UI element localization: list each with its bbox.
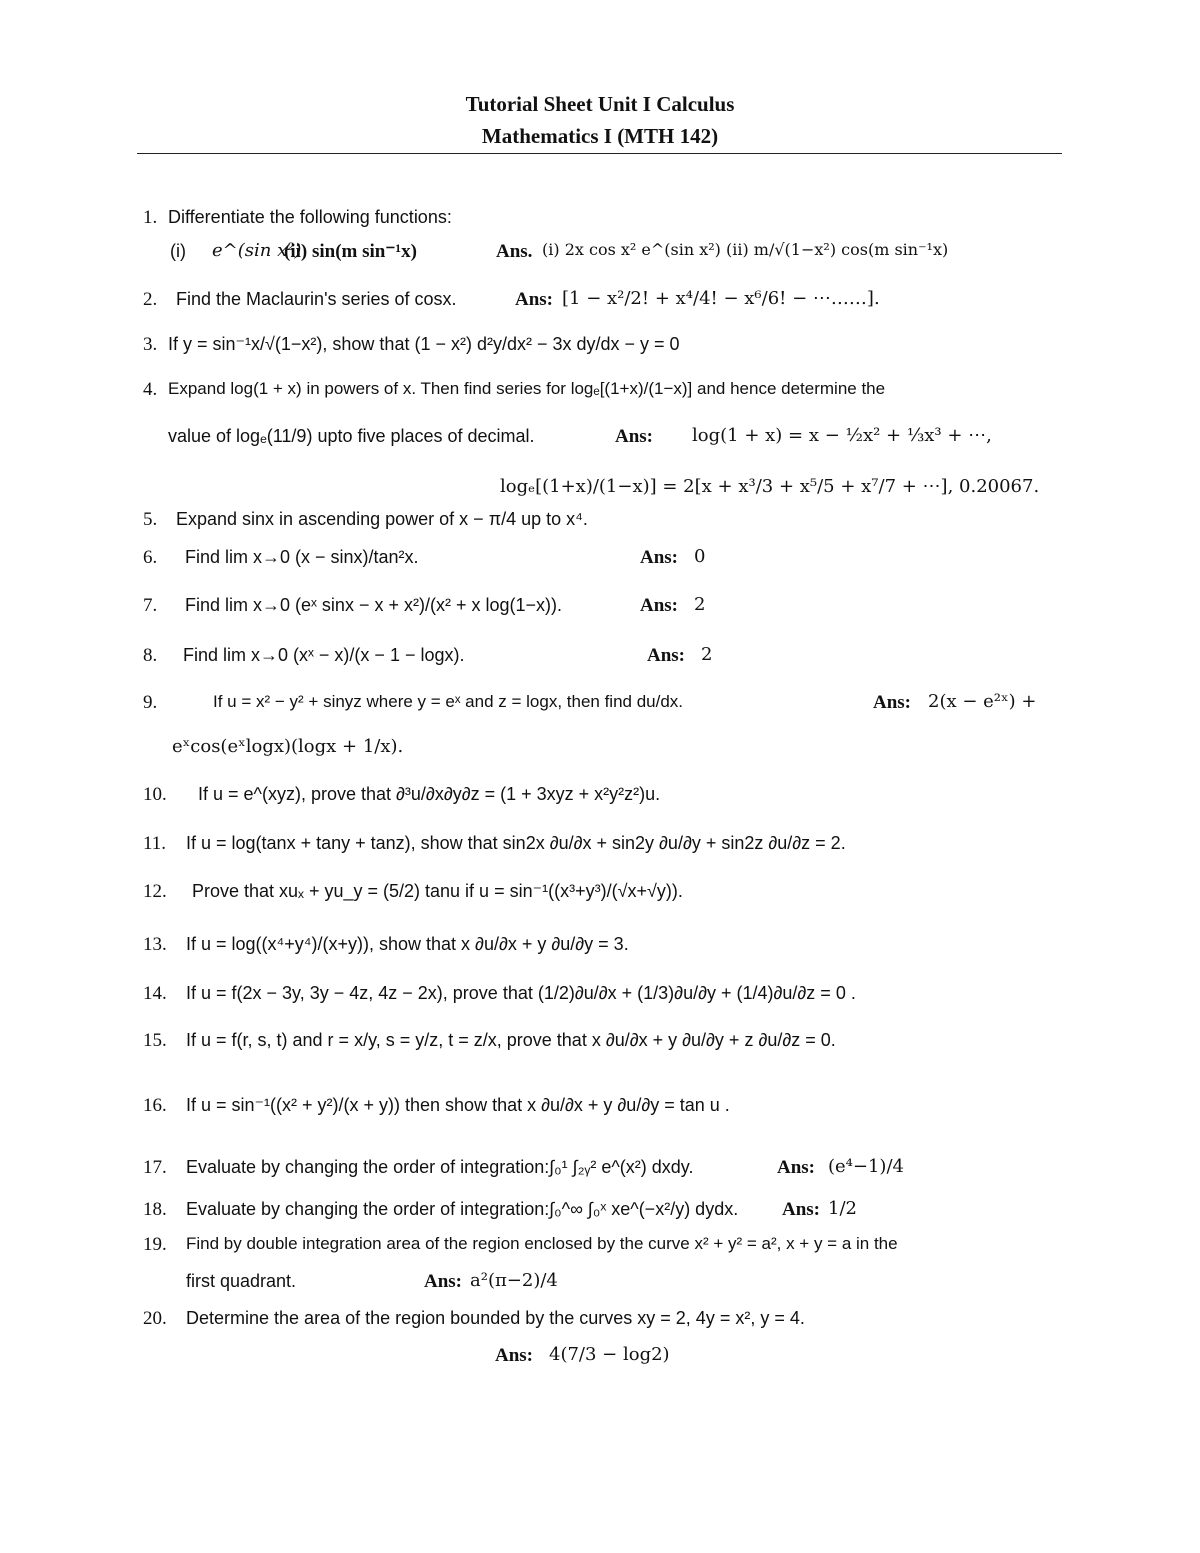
question-number: 20. bbox=[143, 1308, 167, 1329]
question-number: 9. bbox=[143, 692, 158, 713]
answer-value: 0 bbox=[694, 546, 706, 567]
part-ii-expression: (ii) sin(m sin⁻¹x) bbox=[284, 241, 417, 262]
question-text: If u = log((x⁴+y⁴)/(x+y)), show that x ∂u/∂x + y ∂u/∂y = 3. bbox=[186, 934, 629, 954]
page-title: Tutorial Sheet Unit I Calculus bbox=[465, 92, 735, 116]
question-text: Prove that xuₓ + yu_y = (5/2) tanu if u = sin⁻¹((x³+y³)/(√x+√y)). bbox=[192, 881, 683, 901]
question-text: Determine the area of the region bounded by the curves xy = 2, 4y = x², y = 4. bbox=[186, 1308, 805, 1328]
question-number: 19. bbox=[143, 1234, 167, 1255]
question-text: Find lim x→0 (x − sinx)/tan²x. bbox=[185, 547, 419, 567]
answer-label: Ans: bbox=[424, 1271, 463, 1292]
answer-value: 2 bbox=[701, 644, 713, 665]
answer-label: Ans: bbox=[615, 426, 654, 447]
answer-label: Ans: bbox=[782, 1199, 821, 1220]
answer-value: (e⁴−1)/4 bbox=[828, 1156, 904, 1177]
question-text: If u = sin⁻¹((x² + y²)/(x + y)) then show that x ∂u/∂x + y ∂u/∂y = tan u . bbox=[186, 1095, 730, 1115]
part-i-expression: e^(sin x²) bbox=[212, 240, 302, 261]
question-number: 17. bbox=[143, 1157, 167, 1178]
question-text: Expand sinx in ascending power of x − π/4 up to x⁴. bbox=[176, 509, 588, 529]
question-number: 16. bbox=[143, 1095, 167, 1116]
question-number: 3. bbox=[143, 334, 158, 355]
question-number: 7. bbox=[143, 595, 158, 616]
answer-label: Ans: bbox=[647, 645, 686, 666]
answer-value: (i) 2x cos x² e^(sin x²) (ii) m/√(1−x²) cos(m sin⁻¹x) bbox=[542, 240, 949, 259]
question-number: 1. bbox=[143, 207, 158, 228]
answer-value-continued: eˣcos(eˣlogx)(logx + 1/x). bbox=[172, 736, 404, 757]
question-text: If u = f(2x − 3y, 3y − 4z, 4z − 2x), prove that (1/2)∂u/∂x + (1/3)∂u/∂y + (1/4)∂u/∂z = 0 . bbox=[186, 983, 856, 1003]
answer-label: Ans: bbox=[515, 289, 554, 310]
page-subtitle: Mathematics I (MTH 142) bbox=[481, 124, 719, 148]
question-text: If y = sin⁻¹x/√(1−x²), show that (1 − x²) d²y/dx² − 3x dy/dx − y = 0 bbox=[168, 334, 680, 354]
answer-label: Ans: bbox=[873, 692, 912, 713]
question-text: If u = x² − y² + sinyz where y = eˣ and z = logx, then find du/dx. bbox=[213, 692, 684, 711]
answer-value: log(1 + x) = x − ½x² + ⅓x³ + ⋯, bbox=[692, 425, 992, 446]
question-text-continued: value of logₑ(11/9) upto five places of decimal. bbox=[168, 426, 535, 446]
title-divider bbox=[137, 153, 1062, 154]
question-text: Find by double integration area of the region enclosed by the curve x² + y² = a², x + y = a in the bbox=[186, 1234, 898, 1253]
question-text: Expand log(1 + x) in powers of x. Then find series for logₑ[(1+x)/(1−x)] and hence determine the bbox=[168, 379, 886, 398]
question-number: 6. bbox=[143, 547, 158, 568]
question-text: If u = e^(xyz), prove that ∂³u/∂x∂y∂z = (1 + 3xyz + x²y²z²)u. bbox=[198, 784, 661, 804]
question-number: 12. bbox=[143, 881, 167, 902]
answer-label: Ans: bbox=[640, 547, 679, 568]
question-number: 4. bbox=[143, 379, 158, 400]
answer-value: 2 bbox=[694, 594, 706, 615]
question-number: 18. bbox=[143, 1199, 167, 1220]
question-text: Differentiate the following functions: bbox=[168, 207, 452, 227]
answer-label: Ans: bbox=[640, 595, 679, 616]
answer-label: Ans: bbox=[495, 1345, 534, 1366]
question-number: 15. bbox=[143, 1030, 167, 1051]
answer-value: 1/2 bbox=[828, 1198, 857, 1219]
question-number: 10. bbox=[143, 784, 167, 805]
question-text-continued: first quadrant. bbox=[186, 1271, 297, 1291]
answer-label: Ans: bbox=[777, 1157, 816, 1178]
question-number: 13. bbox=[143, 934, 167, 955]
question-number: 11. bbox=[143, 833, 167, 854]
question-text: Evaluate by changing the order of integration:∫₀¹ ∫₂ᵧ² e^(x²) dxdy. bbox=[186, 1157, 694, 1177]
answer-label: Ans. bbox=[496, 241, 533, 262]
question-number: 2. bbox=[143, 289, 158, 310]
answer-value-continued: logₑ[(1+x)/(1−x)] = 2[x + x³/3 + x⁵/5 + x⁷/7 + ⋯], 0.20067. bbox=[500, 476, 1040, 497]
question-text: Find the Maclaurin's series of cosx. bbox=[176, 289, 457, 309]
answer-value: a²(π−2)/4 bbox=[470, 1270, 558, 1291]
question-number: 8. bbox=[143, 645, 158, 666]
question-number: 5. bbox=[143, 509, 158, 530]
answer-value: 4(7/3 − log2) bbox=[549, 1344, 670, 1365]
question-text: If u = f(r, s, t) and r = x/y, s = y/z, t = z/x, prove that x ∂u/∂x + y ∂u/∂y + z ∂u/∂z = 0. bbox=[186, 1030, 836, 1050]
question-text: Find lim x→0 (eˣ sinx − x + x²)/(x² + x log(1−x)). bbox=[185, 595, 562, 615]
part-i-label: (i) bbox=[170, 241, 186, 261]
question-text: Evaluate by changing the order of integration:∫₀^∞ ∫₀ˣ xe^(−x²/y) dydx. bbox=[186, 1199, 739, 1219]
answer-value: 2(x − e²ˣ) + bbox=[928, 691, 1037, 712]
question-number: 14. bbox=[143, 983, 167, 1004]
answer-value: [1 − x²/2! + x⁴/4! − x⁶/6! − ⋯……]. bbox=[562, 288, 880, 309]
question-text: If u = log(tanx + tany + tanz), show that sin2x ∂u/∂x + sin2y ∂u/∂y + sin2z ∂u/∂z = 2. bbox=[186, 833, 846, 853]
question-text: Find lim x→0 (xˣ − x)/(x − 1 − logx). bbox=[183, 645, 465, 665]
